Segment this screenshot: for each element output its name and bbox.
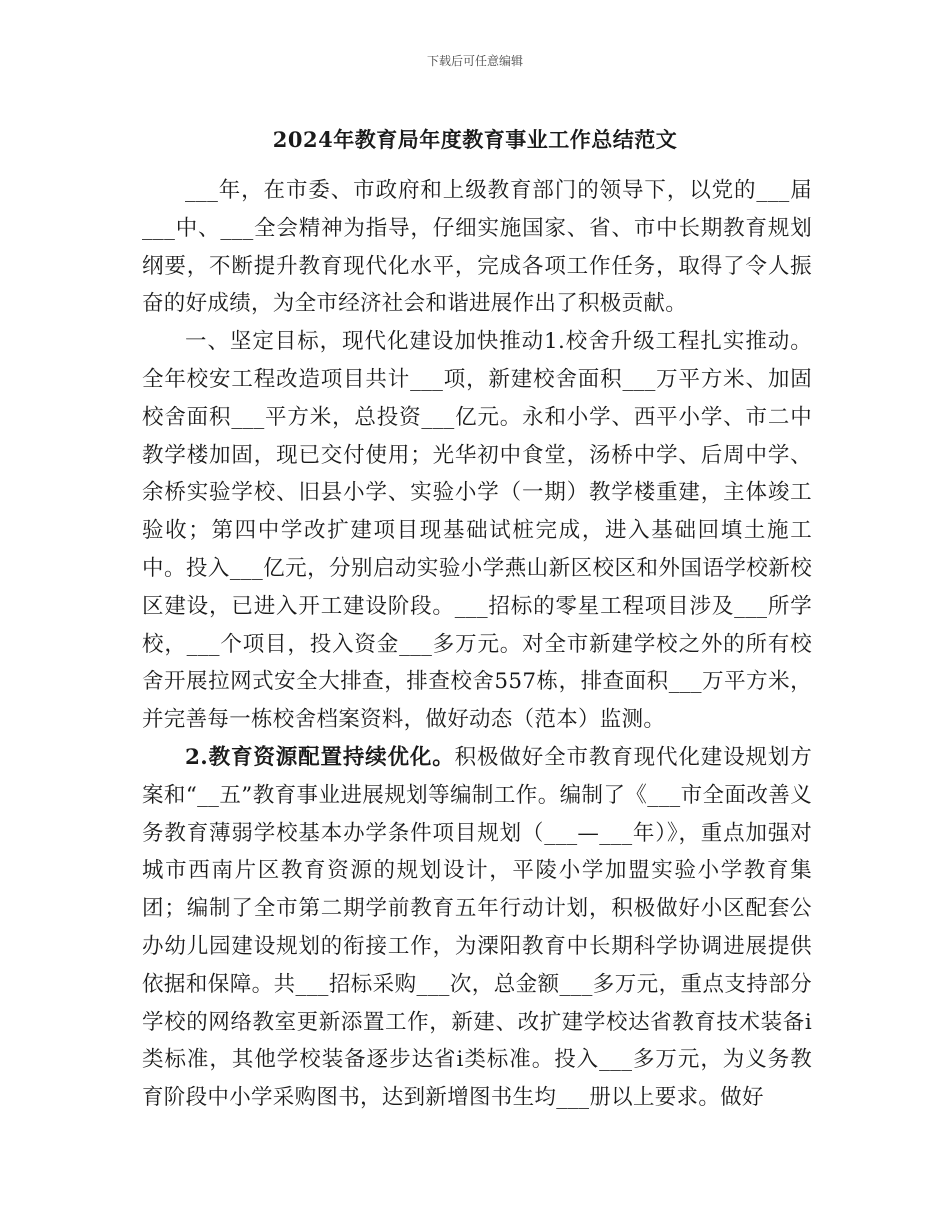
header-note: 下载后可任意编辑 — [426, 54, 523, 68]
paragraph-text: 积极做好全市教育现代化建设规划方案和“__五”教育事业进展规划等编制工作。编制了《___市全面改善义务教育薄弱学校基本办学条件项目规划（___—___年）》，重点加强对城市西南片区教育资源的规划设计，平陵小学加盟实验小学教育集团；编制了全市第二期学前教育五年行动计划，积极做好小区配套公办幼儿园建设规划的衔接工作，为溧阳教育中长期科学协调进展提供依据和保障。共___招标采购___次，总金额___多万元，重点支持部分学校的网络教室更新添置工作，新建、改扩建学校达省教育技术装备ⅰ类标准，其他学校装备逐步达省ⅰ类标准。投入___多万元，为义务教育阶段中小学采购图书，达到新增图书生均___册以上要求。做好 — [142, 744, 812, 1111]
paragraph-intro — [142, 172, 812, 323]
paragraph-text: 一、坚定目标，现代化建设加快推动1.校舍升级工程扎实推动。全年校安工程改造项目共计___项，新建校舍面积___万平方米、加固校舍面积___平方米，总投资___亿元。永和小学、西平小学、市二中教学楼加固，现已交付使用；光华初中食堂，汤桥中学、后周中学、余桥实验学校、旧县小学、实验小学（一期）教学楼重建，主体竣工验收；第四中学改扩建项目现基础试桩完成，进入基础回填土施工中。投入___亿元，分别启动实验小学燕山新区校区和外国语学校新校区建设，已进入开工建设阶段。___招标的零星工程项目涉及___所学校，___个项目，投入资金___多万元。对全市新建学校之外的所有校舍开展拉网式安全大排查，排查校舍557栋，排查面积___万平方米，并完善每一栋校舍档案资料，做好动态（范本）监测。 — [142, 329, 812, 733]
document-title: 2024年教育局年度教育事业工作总结范文 — [272, 127, 678, 152]
paragraph-section-1 — [142, 323, 812, 739]
document-body — [142, 172, 812, 1117]
paragraph-lead: 2.教育资源配置持续优化。 — [185, 744, 455, 770]
paragraph-section-2 — [142, 739, 812, 1117]
paragraph-text: ___年，在市委、市政府和上级教育部门的领导下，以党的___届___中、___全会精神为指导，仔细实施国家、省、市中长期教育规划纲要，不断提升教育现代化水平，完成各项工作任务，取得了令人振奋的好成绩，为全市经济社会和谐进展作出了积极贡献。 — [142, 178, 812, 317]
